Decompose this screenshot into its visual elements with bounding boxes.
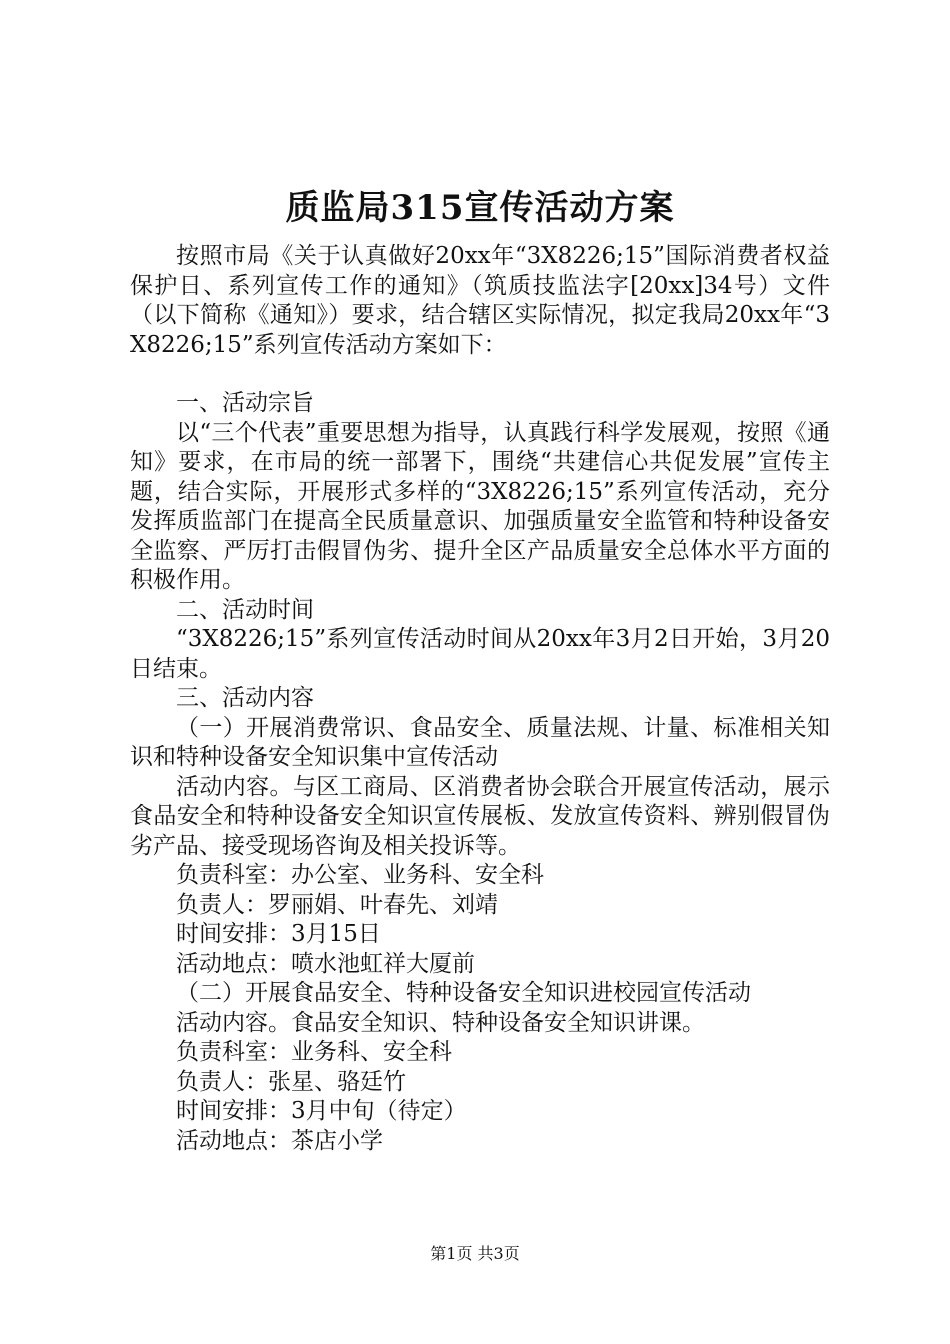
activity-persons: 负责人：张星、骆廷竹 bbox=[176, 1068, 406, 1095]
activity-department: 负责科室：办公室、业务科、安全科 bbox=[176, 862, 544, 888]
activity-time: 时间安排：3月中旬（待定） bbox=[176, 1098, 467, 1124]
activity-department: 负责科室：业务科、安全科 bbox=[176, 1039, 452, 1065]
document-title: 质监局315宣传活动方案 bbox=[285, 188, 675, 228]
document-page bbox=[130, 186, 830, 1156]
section-heading: 三、活动内容 bbox=[176, 685, 314, 711]
activity-content: 活动内容。与区工商局、区消费者协会联合开展宣传活动，展示食品安全和特种设备安全知识宣传展板、发放宣传资料、辨别假冒伪劣产品、接受现场咨询及相关投诉等。 bbox=[130, 773, 830, 859]
intro-paragraph: 按照市局《关于认真做好20xx年“3X8226;15”国际消费者权益保护日、系列宣传工作的通知》（筑质技监法字[20xx]34号）文件（以下简称《通知》）要求，结合辖区实际情况，拟定我局20xx年“3X8226;15”系列宣传活动方案如下： bbox=[130, 243, 830, 358]
activity-content: 活动内容。食品安全知识、特种设备安全知识讲课。 bbox=[176, 1009, 705, 1036]
activity-title: （一）开展消费常识、食品安全、质量法规、计量、标准相关知识和特种设备安全知识集中宣传活动 bbox=[130, 714, 830, 770]
activity-title: （二）开展食品安全、特种设备安全知识进校园宣传活动 bbox=[176, 980, 751, 1006]
section-heading: 一、活动宗旨 bbox=[176, 390, 314, 416]
section-body: “3X8226;15”系列宣传活动时间从20xx年3月2日开始，3月20日结束。 bbox=[130, 626, 830, 682]
paragraph-gap bbox=[130, 360, 830, 389]
section-heading: 二、活动时间 bbox=[176, 596, 314, 623]
activity-persons: 负责人：罗丽娟、叶春先、刘靖 bbox=[176, 891, 498, 918]
activity-time: 时间安排：3月15日 bbox=[176, 921, 381, 947]
activity-location: 活动地点：喷水池虹祥大厦前 bbox=[176, 950, 475, 977]
section-body: 以“三个代表”重要思想为指导，认真践行科学发展观，按照《通知》要求，在市局的统一部署下，围绕“共建信心共促发展”宣传主题，结合实际，开展形式多样的“3X8226;15”系列宣传活动，充分发挥质监部门在提高全民质量意识、加强质量安全监管和特种设备安全监察、严厉打击假冒伪劣、提升全区产品质量安全总体水平方面的积极作用。 bbox=[130, 419, 830, 593]
page-footer: 第1页 共3页 bbox=[430, 1244, 520, 1263]
activity-location: 活动地点：茶店小学 bbox=[176, 1127, 383, 1154]
